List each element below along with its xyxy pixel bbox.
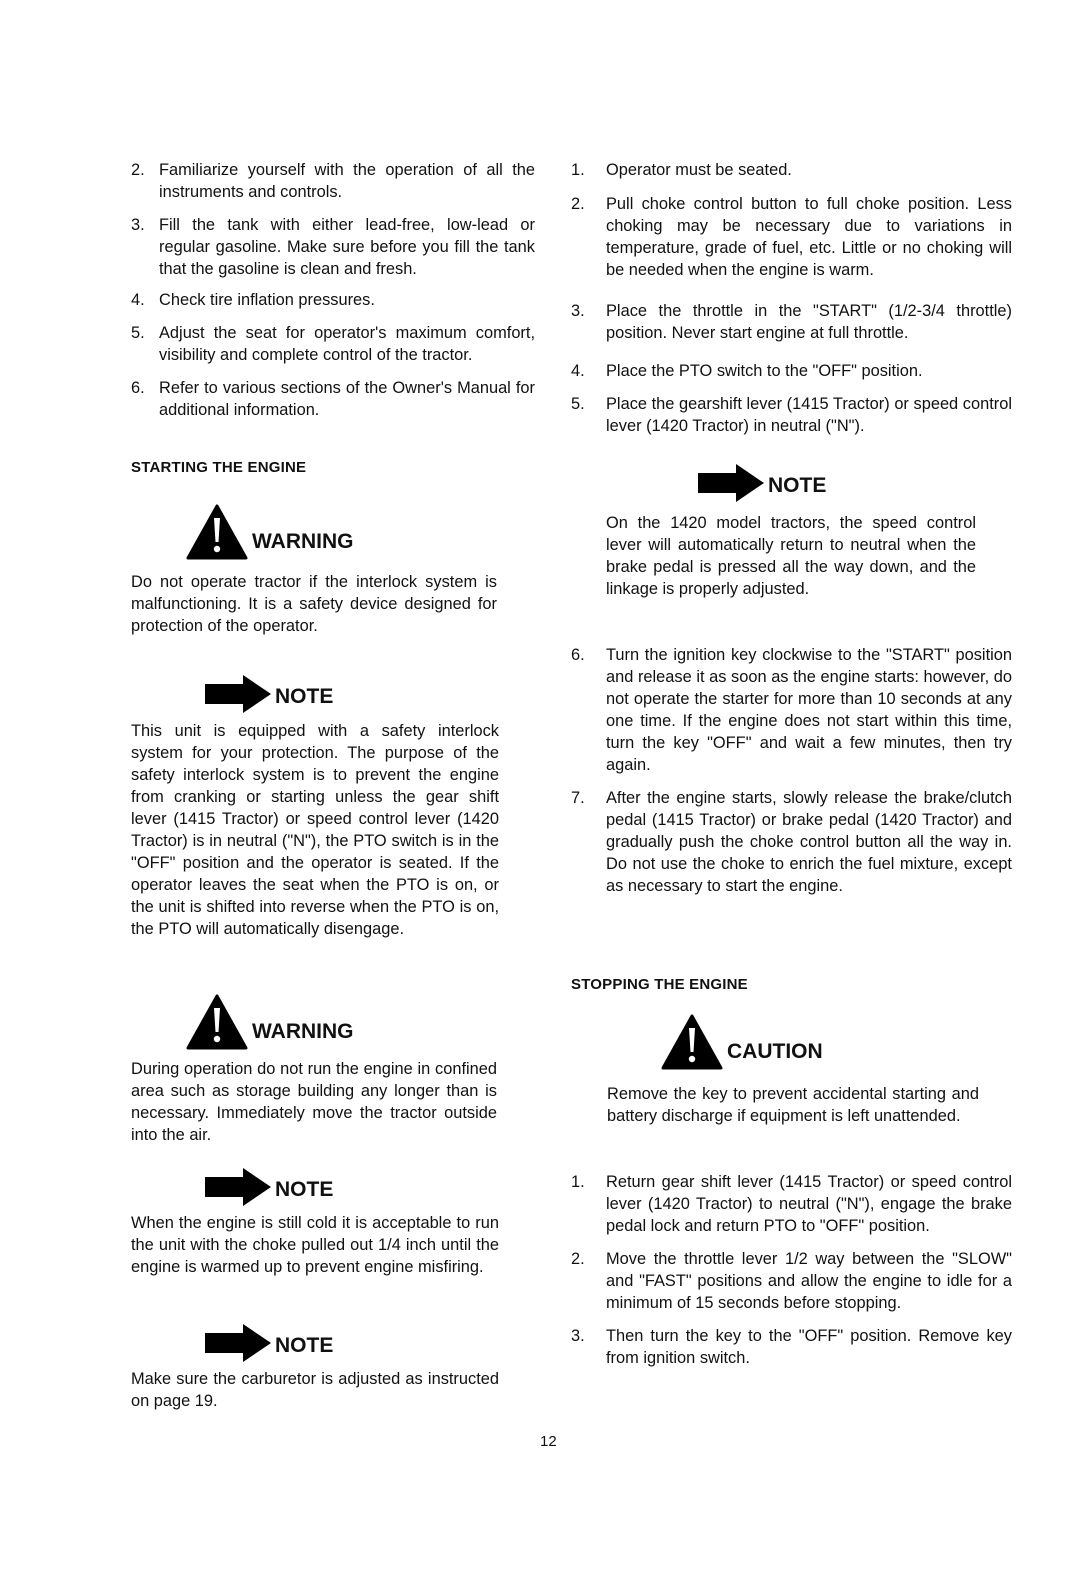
warning-triangle-icon — [186, 994, 248, 1050]
list-item: 4. Place the PTO switch to the "OFF" position. — [571, 362, 923, 380]
note-text: When the engine is still cold it is acceptable to run the unit with the choke pulled out 1/4 inch until the engine is warmed up to prevent engine misfiring. — [131, 1214, 499, 1276]
list-item: 3. Place the throttle in the "START" (1/2-3/4 throttle) position. Never start engine at full throttle. — [571, 302, 1012, 342]
note-text: Make sure the carburetor is adjusted as instructed on page 19. — [131, 1370, 499, 1410]
list-item: 2. Pull choke control button to full choke position. Less choking may be necessary due to variations in temperature, grade of fuel, etc. Little or no choking will be needed when the engine is warm. — [571, 195, 1012, 279]
list-item: 1. Return gear shift lever (1415 Tractor) or speed control lever (1420 Tractor) to neutral ("N"), engage the brake pedal lock and return PTO to "OFF" position. — [571, 1173, 1012, 1235]
section-title-starting: STARTING THE ENGINE — [131, 459, 307, 476]
arrow-right-icon — [205, 1324, 271, 1362]
note-heading: NOTE — [698, 464, 826, 502]
list-item: 5. Place the gearshift lever (1415 Tractor) or speed control lever (1420 Tractor) in neutral ("N"). — [571, 395, 1012, 435]
note-heading: NOTE — [205, 1324, 333, 1362]
right-list-b — [571, 644, 1012, 897]
list-item: 3. Fill the tank with either lead-free, low-lead or regular gasoline. Make sure before you fill the tank that the gasoline is clean and fresh. — [131, 216, 535, 278]
arrow-right-icon — [205, 1168, 271, 1206]
list-item: 3. Then turn the key to the "OFF" position. Remove key from ignition switch. — [571, 1327, 1012, 1367]
note-text: On the 1420 model tractors, the speed control lever will automatically return to neutral when the brake pedal is pressed all the way down, and the linkage is properly adjusted. — [606, 514, 976, 598]
caution-text: Remove the key to prevent accidental starting and battery discharge if equipment is left unattended. — [607, 1085, 979, 1125]
arrow-right-icon — [205, 675, 271, 713]
warning-heading: WARNING — [186, 994, 354, 1050]
list-item: 4. Check tire inflation pressures. — [131, 291, 375, 309]
warning-text: During operation do not run the engine in confined area such as storage building any longer than is necessary. Immediately move the tractor outside into the air. — [131, 1060, 497, 1144]
list-item: 2. Familiarize yourself with the operation of all the instruments and controls. — [131, 161, 535, 201]
list-item: 7. After the engine starts, slowly release the brake/clutch pedal (1415 Tractor) or brake pedal (1420 Tractor) and gradually push the choke control button all the way in. Do not use the choke to enrich the fuel mixture, except as necessary to start the engine. — [571, 789, 1012, 895]
left-list-top — [131, 159, 535, 421]
note-text: This unit is equipped with a safety interlock system for your protection. The purpose of the safety interlock system is to prevent the engine from cranking or starting unless the gear shift lever (1415 Tractor) or speed control lever (1420 Tractor) is in neutral ("N"), the PTO switch is in the "OFF" position and the operator is seated. If the operator leaves the seat when the PTO is on, or the unit is shifted into reverse when the PTO is on, the PTO will automatically disengage. — [131, 722, 499, 938]
list-item: 5. Adjust the seat for operator's maximum comfort, visibility and complete control of the tractor. — [131, 324, 535, 364]
list-item: 6. Refer to various sections of the Owner's Manual for additional information. — [131, 379, 535, 419]
section-title-stopping: STOPPING THE ENGINE — [571, 976, 748, 993]
warning-text: Do not operate tractor if the interlock system is malfunctioning. It is a safety device designed for protection of the operator. — [131, 573, 497, 635]
warning-triangle-icon — [661, 1014, 723, 1070]
list-item: 6. Turn the ignition key clockwise to the "START" position and release it as soon as the engine starts: however, do not operate the starter for more than 10 seconds at any one time. If the engine does not start within this time, turn the key "OFF" and wait a few minutes, then try again. — [571, 646, 1012, 774]
arrow-right-icon — [698, 464, 764, 502]
right-list-c — [571, 1171, 1012, 1369]
right-list-a — [571, 159, 1012, 437]
warning-heading: WARNING — [186, 504, 354, 560]
caution-heading: CAUTION — [661, 1014, 823, 1070]
list-item: 2. Move the throttle lever 1/2 way between the "SLOW" and "FAST" positions and allow the engine to idle for a minimum of 15 seconds before stopping. — [571, 1250, 1012, 1312]
note-heading: NOTE — [205, 1168, 333, 1206]
list-item: 1. Operator must be seated. — [571, 161, 792, 179]
warning-triangle-icon — [186, 504, 248, 560]
page-number: 12 — [540, 1433, 557, 1450]
note-heading: NOTE — [205, 675, 333, 713]
